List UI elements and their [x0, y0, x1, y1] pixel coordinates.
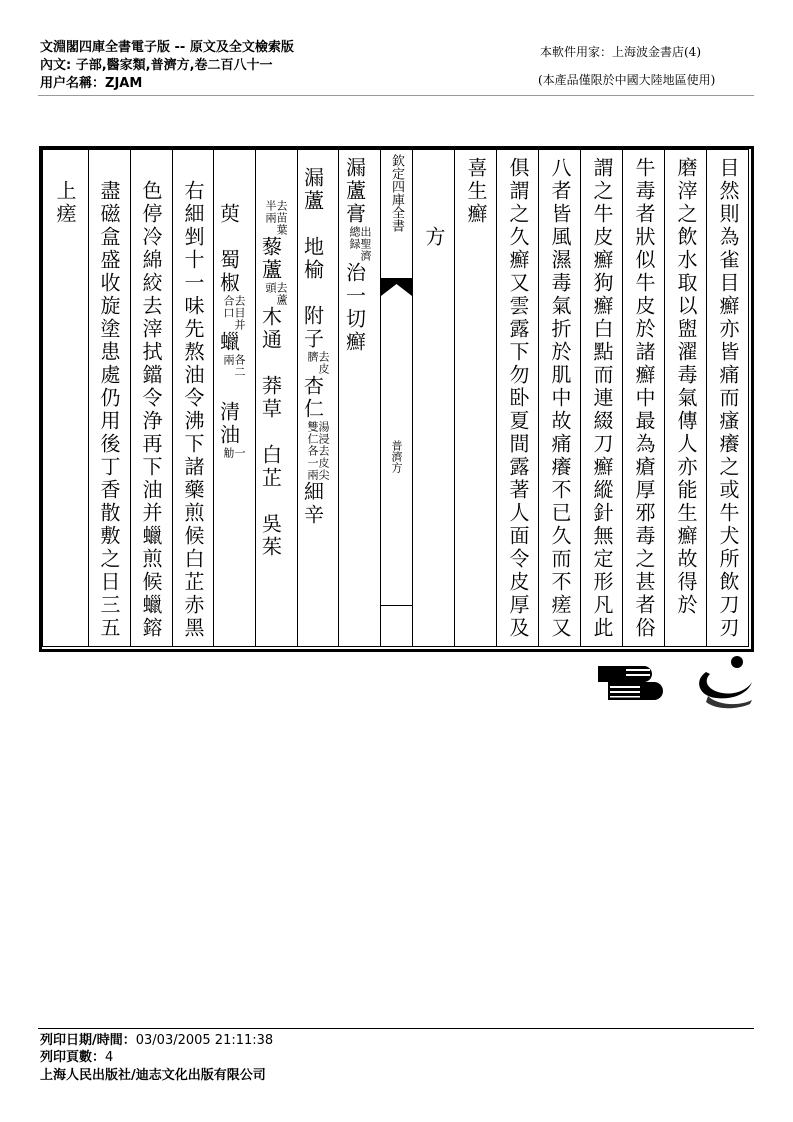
ingredient: 吳茱: [258, 513, 283, 559]
section-heading: 方: [422, 226, 446, 249]
print-date-label: 列印日期/時間：: [40, 1033, 136, 1048]
text-column: 喜生癬: [464, 157, 488, 226]
print-pages-value: 4: [105, 1050, 114, 1065]
note-line: 合口: [222, 295, 235, 319]
ingredient: 杏仁: [300, 375, 325, 421]
column-divider: [496, 150, 497, 647]
print-datetime: [40, 1033, 273, 1049]
books-logo-icon: [596, 662, 666, 702]
print-pages-label: 列印頁數：: [40, 1050, 106, 1065]
text-column: 牛毒者狀似牛皮於諸癬中最為瘡厚邪毒之甚者俗: [632, 157, 656, 640]
note-line: 兩: [222, 354, 235, 366]
text-column: 上瘥: [53, 180, 77, 226]
ingredient: 清油: [216, 401, 241, 447]
source-note: [349, 226, 371, 262]
note-line: 湯浸去皮尖: [317, 421, 330, 481]
column-divider: [538, 150, 539, 647]
indication: 治一切癬: [342, 262, 367, 354]
note-line: 去蘆: [275, 282, 288, 306]
prep-note: [223, 295, 245, 331]
fishtail-mark: [381, 278, 412, 296]
print-date-value: 03/03/2005 21:11:38: [135, 1033, 274, 1048]
note-line: 各二: [233, 354, 246, 378]
text-column: 八者皆風濕毒氣折於肌中故痛癢不已久而不瘥又: [548, 157, 572, 640]
note-line: 去目并: [233, 295, 246, 331]
ingredient: 地榆: [300, 236, 325, 282]
prep-note: [307, 351, 329, 375]
ingredient-column: [300, 167, 330, 655]
print-pages: [40, 1050, 113, 1066]
header-divider: [38, 95, 754, 96]
content-path: [40, 58, 273, 74]
note-line: 一: [233, 447, 246, 459]
column-divider: [664, 150, 665, 647]
column-divider: [172, 150, 173, 647]
publisher-swirl-logo-icon: [690, 650, 760, 710]
content-value: 子部,醫家類,普濟方,卷二百八十一: [75, 58, 273, 73]
ingredient: 蜀椒: [216, 249, 241, 295]
column-divider: [412, 150, 413, 647]
text-column: 右細剉十一味先熬油令沸下諸藥煎候白芷赤黑: [181, 180, 205, 640]
column-divider: [580, 150, 581, 647]
prep-note: [265, 282, 287, 306]
text-column: 色停冷綿絞去滓拭鐺令浄再下油并蠟煎候蠟鎔: [139, 180, 163, 640]
recipe-title-column: [342, 157, 372, 645]
prep-note: [223, 354, 245, 378]
usage-restriction: (本產品僅限於中國大陸地區使用): [538, 73, 716, 87]
note-line: 雙仁各一兩: [306, 421, 319, 481]
note-line: 臍: [306, 351, 319, 363]
note-line: 去皮: [317, 351, 330, 375]
column-divider: [130, 150, 131, 647]
note-line: 半兩: [264, 200, 277, 224]
footer-divider: [38, 1028, 754, 1029]
ingredient: 細辛: [300, 481, 325, 527]
note-line: 觔: [222, 447, 235, 459]
text-column: 謂之牛皮癬狗癬白點而連綴刀癬縱針無定形凡此: [590, 157, 614, 640]
band-divider: [381, 605, 412, 606]
text-column: 俱謂之久癬又雲露下勿卧夏間露著人面令皮厚及: [506, 157, 530, 640]
note-line: 頭: [264, 282, 277, 294]
user-value: ZJAM: [105, 76, 143, 91]
content-label: 內文:: [40, 58, 72, 73]
text-column: 盡磁盒盛收旋塗患處仍用後丁香散敷之日三五: [97, 180, 121, 640]
column-divider: [338, 150, 339, 647]
ingredient: 藜蘆: [258, 236, 283, 282]
text-column: 磨滓之飲水取以盥濯毒氣傳人亦能生癬故得於: [674, 157, 698, 617]
ingredient-column: [258, 200, 288, 688]
prep-note: [265, 200, 287, 236]
publisher: 上海人民出版社/迪志文化出版有限公司: [40, 1068, 266, 1083]
column-divider: [706, 150, 707, 647]
column-divider: [88, 150, 89, 647]
column-divider: [255, 150, 256, 647]
ingredient-column: [216, 203, 246, 691]
ingredient: 莽草: [258, 375, 283, 421]
recipe-name: 漏蘆膏: [342, 157, 367, 226]
ingredient: 萸: [216, 203, 241, 226]
prep-note: [223, 447, 245, 459]
app-title: 文淵閣四庫全書電子版 -- 原文及全文檢索版: [40, 40, 294, 55]
column-divider: [454, 150, 455, 647]
note-line: 出聖濟: [359, 226, 372, 262]
ingredient: 漏蘆: [300, 167, 325, 213]
user-label: 用户名稱：: [40, 76, 106, 91]
licensee: 本軟件用家：上海波金書店(4): [540, 45, 701, 59]
book-title: 欽定四庫全書: [389, 154, 404, 232]
prep-note: [307, 421, 329, 481]
column-divider: [622, 150, 623, 647]
note-line: 總録: [348, 226, 361, 250]
column-divider: [213, 150, 214, 647]
note-line: 去苗葉: [275, 200, 288, 236]
ingredient: 白芷: [258, 444, 283, 490]
text-column: 目然則為雀目癬亦皆痛而瘙癢之或牛犬所飲刀刃: [716, 157, 740, 640]
ingredient: 蠟: [216, 331, 241, 354]
column-divider: [297, 150, 298, 647]
ingredient: 附子: [300, 305, 325, 351]
work-title: 普濟方: [390, 440, 403, 473]
user-name: [40, 76, 142, 92]
ingredient: 木通: [258, 306, 283, 352]
